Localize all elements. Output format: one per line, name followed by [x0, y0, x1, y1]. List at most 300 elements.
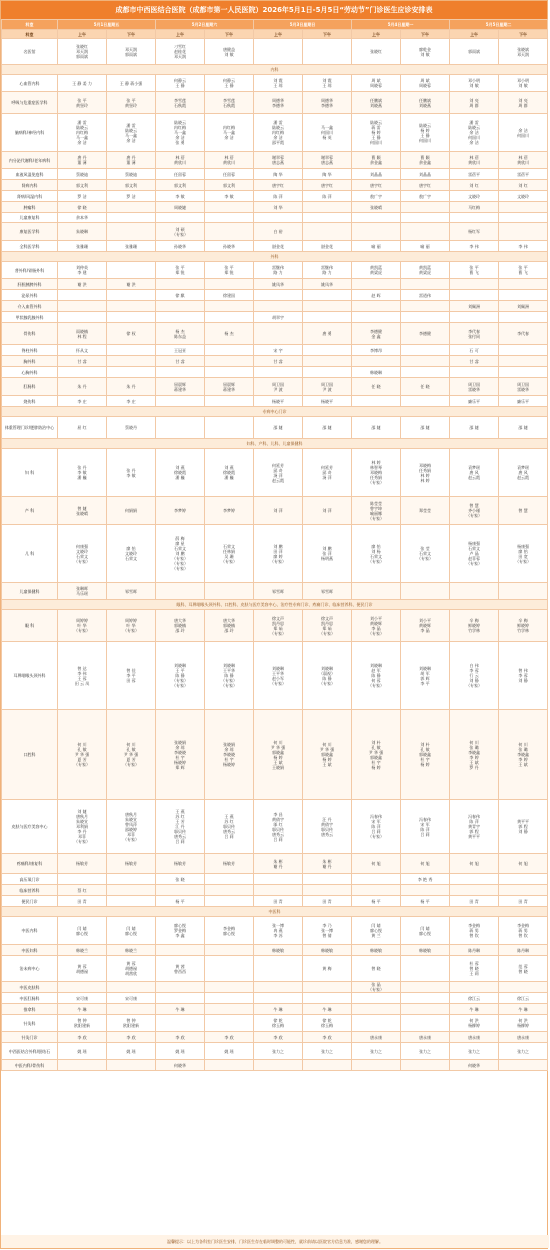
pm-doctors-cell: 张晓斌 邓天润 — [499, 39, 548, 65]
department-name: 胸外科 — [2, 356, 58, 367]
schedule-row — [2, 642, 548, 710]
date-header-day: 5月2日星期六 — [156, 20, 254, 30]
pm-doctors-cell: 田 青 — [499, 896, 548, 907]
schedule-row — [2, 345, 548, 356]
am-doctors-cell: 蔡 红 — [58, 885, 107, 896]
pm-doctors-cell: 刘晓琳 胡 军 郭 辉 李 平 — [401, 642, 450, 710]
am-doctors-cell — [156, 213, 205, 223]
pm-doctors-cell: 谢 洪 — [107, 279, 156, 290]
date-header-day: 5月1日星期五 — [58, 20, 156, 30]
am-doctors-cell: 雷蓓平 — [450, 169, 499, 180]
pm-doctors-cell: 李 敏 — [205, 191, 254, 202]
am-doctors-cell: 韩晓兰 — [58, 945, 107, 956]
pm-doctors-cell: 廖乾金 刘 敏 — [401, 39, 450, 65]
pm-doctors-cell — [303, 885, 352, 896]
section-title: 专病中心门诊 — [2, 407, 548, 417]
am-doctors-cell: 潘 雷 陆晓云 冉红梅 马一鑫 余 洁 — [58, 114, 107, 152]
am-doctors-cell: 冯春伟 宋 军 陈 萍 吕 莉 （专家） — [352, 800, 401, 854]
department-name: 名医馆 — [2, 39, 58, 65]
pm-doctors-cell: 雷蓓平 — [499, 169, 548, 180]
department-name: 产 科 — [2, 497, 58, 525]
department-name: 耳鼻咽喉头颈外科 — [2, 642, 58, 710]
department-name: 高压氧门诊 — [2, 874, 58, 885]
am-doctors-cell: 周婷婷 叶 华 （专家） — [58, 610, 107, 642]
pm-doctors-cell: 朱 丹 — [107, 378, 156, 396]
pm-doctors-cell: 李代春 — [499, 323, 548, 345]
am-header: 上午 — [156, 30, 205, 39]
am-doctors-cell: 杨敏芳 — [58, 854, 107, 874]
pm-doctors-cell: 杨敏芳 — [107, 854, 156, 874]
pm-doctors-cell — [205, 312, 254, 323]
am-doctors-cell — [156, 982, 205, 993]
am-doctors-cell: 刘晓琳 王 平 陈 静 （专家） （专家） — [156, 642, 205, 710]
am-doctors-cell — [352, 312, 401, 323]
pm-header: 下午 — [303, 30, 352, 39]
am-doctors-cell: 唐大华 郭晓楠 邵 玲 — [156, 610, 205, 642]
pm-doctors-cell — [107, 1060, 156, 1071]
pm-doctors-cell: 徐文声 凯丹思 郑 茹 （专家） — [303, 610, 352, 642]
am-doctors-cell: 何静云 王 静 — [156, 75, 205, 92]
pm-doctors-cell: 张 莹 石荣文 （专家） — [401, 525, 450, 583]
schedule-row — [2, 800, 548, 854]
schedule-row — [2, 610, 548, 642]
pm-doctors-cell — [499, 223, 548, 241]
am-doctors-cell — [156, 279, 205, 290]
schedule-row — [2, 367, 548, 378]
department-name: 中医妇科 — [2, 945, 58, 956]
am-doctors-cell — [352, 396, 401, 407]
department-name: 皮肤与医疗美容中心 — [2, 800, 58, 854]
am-doctors-cell: 廖 怡 刘 杨 石荣文 （专家） — [352, 525, 401, 583]
am-doctors-cell — [58, 312, 107, 323]
am-doctors-cell: 田 青 — [450, 896, 499, 907]
department-name: 妇 科 — [2, 449, 58, 497]
pm-doctors-cell: 邵 婕 — [303, 417, 352, 439]
am-doctors-cell — [156, 945, 205, 956]
pm-doctors-cell — [499, 213, 548, 223]
pm-header: 下午 — [499, 30, 548, 39]
am-doctors-cell: 张 晓 — [156, 874, 205, 885]
pm-doctors-cell — [107, 213, 156, 223]
am-doctors-cell: 周晓婕 — [156, 202, 205, 213]
pm-doctors-cell: 邓天润 郭雨斌 — [107, 39, 156, 65]
pm-doctors-cell: 黄 梅 — [303, 956, 352, 982]
pm-doctors-cell: 韩晓敏 — [303, 945, 352, 956]
pm-doctors-cell: 雷继伟 路 力 — [303, 262, 352, 279]
am-doctors-cell: 任鹏斌 刘晓燕 — [352, 92, 401, 114]
am-doctors-cell: 袁梦瑶 唐 风 赵云霞 — [450, 449, 499, 497]
am-doctors-cell: 雷继伟 路 力 — [254, 262, 303, 279]
pm-doctors-cell — [499, 367, 548, 378]
pm-doctors-cell — [401, 345, 450, 356]
pm-doctors-cell: 李 欣 — [205, 1032, 254, 1043]
pm-doctors-cell — [303, 301, 352, 312]
pm-doctors-cell: 韩晓兰 — [107, 945, 156, 956]
am-doctors-cell: 李梦婷 — [156, 497, 205, 525]
schedule-row — [2, 982, 548, 993]
am-doctors-cell: 李 昌 黄倩宇 邬 红 邬贝传 唐秀云 吕 莉 — [254, 800, 303, 854]
pm-doctors-cell: 唐永康 — [499, 1032, 548, 1043]
am-doctors-cell: 闫 婧 廖心悦 黄 兰 — [352, 917, 401, 945]
pm-doctors-cell — [205, 945, 254, 956]
pm-doctors-cell: 林 蓓 黄欣川 — [205, 152, 254, 169]
schedule-row — [2, 956, 548, 982]
pm-doctors-cell: 邵 婕 — [401, 417, 450, 439]
pm-doctors-cell: 喻 丽 — [401, 241, 450, 252]
department-name: 肾病/风湿内科 — [2, 191, 58, 202]
am-doctors-cell: 李金梅 蒋 男 曾 钦 — [450, 917, 499, 945]
date-header-row — [2, 20, 548, 30]
am-doctors-cell: 邵 婕 — [352, 417, 401, 439]
department-name: 体重管理门诊/肥胖防治中心 — [2, 417, 58, 439]
am-doctors-cell: 何延芳 邱 奇 汤 萍 赵云霞 — [254, 449, 303, 497]
schedule-row — [2, 417, 548, 439]
schedule-row — [2, 896, 548, 907]
pm-doctors-cell: 何延芳 邱 奇 汤 萍 — [303, 449, 352, 497]
pm-doctors-cell: 周婷婷 叶 华 （专家） — [107, 610, 156, 642]
pm-doctors-cell — [303, 290, 352, 301]
pm-doctors-cell: 邓小明 刘 敏 — [499, 75, 548, 92]
am-doctors-cell — [156, 312, 205, 323]
pm-doctors-cell: 刘佩洲 — [499, 301, 548, 312]
pm-doctors-cell — [401, 279, 450, 290]
schedule-row — [2, 1043, 548, 1060]
am-doctors-cell — [254, 885, 303, 896]
am-doctors-cell: 徐 騏 — [156, 290, 205, 301]
pm-doctors-cell: 朱 彬 谢 丹 — [303, 854, 352, 874]
department-name: 便民门诊 — [2, 896, 58, 907]
pm-doctors-cell: 刘 燕 徐晓霞 潘 巍 — [205, 449, 254, 497]
am-doctors-cell — [254, 982, 303, 993]
pm-doctors-cell — [107, 223, 156, 241]
pm-doctors-cell: 杨康强 廖 怡 田 宽 （专家） — [499, 525, 548, 583]
pm-doctors-cell: 曾 慧 — [499, 497, 548, 525]
pm-doctors-cell — [107, 301, 156, 312]
department-name: 肾病内科 — [2, 180, 58, 191]
pm-doctors-cell: 刘 亮 周 群 — [499, 92, 548, 114]
pm-doctors-cell — [499, 885, 548, 896]
department-name: 脑病科/神经内科 — [2, 114, 58, 152]
pm-doctors-cell: 刘 鹏 张 萍 杨明燕 — [303, 525, 352, 583]
pm-doctors-cell: 郑莹莹 — [401, 497, 450, 525]
schedule-row — [2, 39, 548, 65]
date-header-day: 5月4日星期一 — [352, 20, 450, 30]
am-doctors-cell: 甘 睿 — [156, 356, 205, 367]
am-doctors-cell: 刘 萍 — [254, 497, 303, 525]
am-doctors-cell: 张晓红 — [352, 39, 401, 65]
pm-doctors-cell — [401, 312, 450, 323]
pm-doctors-cell — [499, 312, 548, 323]
am-doctors-cell: 甘 睿 — [58, 356, 107, 367]
am-doctors-cell: 朱晓琳 — [58, 223, 107, 241]
section-row — [2, 65, 548, 75]
pm-doctors-cell — [205, 279, 254, 290]
am-doctors-cell: 赵 晖 — [352, 290, 401, 301]
am-doctors-cell: 谢 洪 — [58, 279, 107, 290]
section-row — [2, 600, 548, 610]
am-doctors-cell: 宋可康 — [58, 993, 107, 1004]
am-doctors-cell: 牛 琳 — [156, 1004, 205, 1015]
am-doctors-cell: 李博昂 — [352, 345, 401, 356]
am-doctors-cell — [352, 1004, 401, 1015]
pm-doctors-cell: 田 青 — [303, 896, 352, 907]
pm-doctors-cell: 李德健 — [401, 323, 450, 345]
am-doctors-cell: 屈 红 — [58, 417, 107, 439]
section-row — [2, 252, 548, 262]
am-doctors-cell: 徐 乾 徐玉梅 — [254, 1015, 303, 1032]
pm-doctors-cell: 唐大华 郭晓楠 邵 玲 — [205, 610, 254, 642]
am-header: 上午 — [450, 30, 499, 39]
pm-doctors-cell: 邹雪晖 — [107, 583, 156, 600]
am-doctors-cell: 薛 梅 廖 星 石荣文 刘 鹏 （专家） （专家） （专家） — [156, 525, 205, 583]
pm-doctors-cell — [499, 290, 548, 301]
schedule-row — [2, 945, 548, 956]
pm-doctors-cell — [107, 1004, 156, 1015]
pm-doctors-cell: 汪 丹 黄倩宇 邬贝传 唐秀云 — [303, 800, 352, 854]
am-doctors-cell: 林 蓓 黄欣川 — [156, 152, 205, 169]
am-doctors-cell — [254, 874, 303, 885]
am-doctors-cell: 刘 亮 周 群 — [450, 92, 499, 114]
pm-doctors-cell: 敖广宇 — [401, 191, 450, 202]
am-doctors-cell — [450, 279, 499, 290]
am-doctors-cell: 邹雪晖 — [254, 583, 303, 600]
pm-doctors-cell: 牛 琳 — [303, 1004, 352, 1015]
pm-doctors-cell: 姚 瑶 — [107, 1043, 156, 1060]
date-header-label: 科室 — [2, 20, 58, 30]
am-doctors-cell — [352, 301, 401, 312]
pm-doctors-cell — [205, 956, 254, 982]
pm-doctors-cell: 唐宇红 — [401, 180, 450, 191]
department-name: 儿童保健科 — [2, 583, 58, 600]
department-name: 康复医学科 — [2, 223, 58, 241]
pm-doctors-cell: 唐永康 — [401, 1032, 450, 1043]
am-doctors-cell: 韩晓琳 — [352, 367, 401, 378]
pm-doctors-cell — [303, 345, 352, 356]
pm-doctors-cell: 何静云 王 静 — [205, 75, 254, 92]
department-name: 肿瘤科 — [2, 202, 58, 213]
pm-doctors-cell — [107, 885, 156, 896]
pm-doctors-cell: 廖 怡 文晓玲 石荣文 — [107, 525, 156, 583]
pm-doctors-cell: 张 丹 李 敏 — [107, 449, 156, 497]
am-doctors-cell: 何康强 文晓玲 石荣文 （专家） — [58, 525, 107, 583]
am-doctors-cell: 郭文利 — [58, 180, 107, 191]
department-name: 烧伤科 — [2, 396, 58, 407]
am-doctors-cell: 何 川 孔 敏 尹 华 强 夏 芳 （专家） — [58, 710, 107, 800]
pm-doctors-cell: 杨晓平 — [303, 396, 352, 407]
department-name: 儿 科 — [2, 525, 58, 583]
am-doctors-cell: 曾 钟 欧阳建新 — [58, 1015, 107, 1032]
am-doctors-cell: 李德健 金 鑫 — [352, 323, 401, 345]
section-title: 眼科、耳鼻咽喉头颈外科、口腔科、皮肤与医疗美容中心、治疗性专病门诊、疼痛门诊、临床营养科、便民门诊 — [2, 600, 548, 610]
am-doctors-cell: 田 青 — [254, 896, 303, 907]
department-name: 脊柱外科 — [2, 345, 58, 356]
am-doctors-cell: 刘 硕 （专家） — [156, 223, 205, 241]
am-doctors-cell — [254, 301, 303, 312]
pm-doctors-cell: 张 平 曹 飞 — [499, 262, 548, 279]
department-name: 肛肠科 — [2, 378, 58, 396]
pm-doctors-cell: 潘 雷 陆晓云 马一鑫 余 洁 — [107, 114, 156, 152]
pm-doctors-cell — [401, 1004, 450, 1015]
pm-doctors-cell — [205, 202, 254, 213]
pm-doctors-cell — [107, 982, 156, 993]
pm-doctors-cell: 廉乐平 — [499, 396, 548, 407]
pm-doctors-cell: 杨 平 — [401, 896, 450, 907]
pm-doctors-cell: 谢翠蓉 唐志燕 — [303, 152, 352, 169]
am-doctors-cell: 张 丹 李 敏 潘 巍 — [58, 449, 107, 497]
pm-doctors-cell — [205, 1004, 254, 1015]
section-title: 妇科、产科、儿科、儿童保健科 — [2, 439, 548, 449]
pm-doctors-cell — [303, 202, 352, 213]
pm-doctors-cell: 张力之 — [401, 1043, 450, 1060]
pm-doctors-cell: 何 旭 — [499, 854, 548, 874]
department-name: 中医肛肠科 — [2, 993, 58, 1004]
department-name: 全科医学科 — [2, 241, 58, 252]
pm-doctors-cell: 陈 萍 — [303, 191, 352, 202]
am-doctors-cell: 马红梅 — [450, 202, 499, 213]
section-row — [2, 907, 548, 917]
am-doctors-cell: 张晓晴 — [352, 202, 401, 213]
am-doctors-cell — [450, 982, 499, 993]
am-doctors-cell — [254, 323, 303, 345]
am-doctors-cell — [352, 583, 401, 600]
pm-doctors-cell — [205, 396, 254, 407]
pm-doctors-cell — [499, 874, 548, 885]
am-doctors-cell: 牛 琳 — [58, 1004, 107, 1015]
am-doctors-cell: 郭文利 — [156, 180, 205, 191]
am-doctors-cell: 黄凯蓝 黄梁虎 — [352, 262, 401, 279]
am-doctors-cell — [254, 993, 303, 1004]
am-doctors-cell: 任留蓉 — [156, 169, 205, 180]
am-doctors-cell — [352, 1060, 401, 1071]
am-doctors-cell — [450, 367, 499, 378]
department-name: 心胸外科 — [2, 367, 58, 378]
pm-doctors-cell: 韩晓敏 — [401, 945, 450, 956]
am-doctors-cell: 韩晓敏 — [254, 945, 303, 956]
department-name: 中医内科/骨伤科 — [2, 1060, 58, 1071]
pm-doctors-cell: 屈晨辉 蒋建华 — [205, 378, 254, 396]
pm-doctors-cell — [205, 367, 254, 378]
pm-doctors-cell: 何 川 尹 华 强 郭晓鑫 杨 婷 王 斌 — [303, 710, 352, 800]
pm-doctors-cell: 姚凤华 — [303, 279, 352, 290]
pm-doctors-cell — [107, 290, 156, 301]
schedule-row — [2, 92, 548, 114]
am-doctors-cell: 林 婷 林智琴 邓晓梅 任秀娟 （专家） — [352, 449, 401, 497]
am-doctors-cell — [450, 213, 499, 223]
am-doctors-cell: 唐 丹 董 薄 — [58, 152, 107, 169]
am-doctors-cell: 徐江云 — [450, 993, 499, 1004]
pm-doctors-cell — [499, 345, 548, 356]
pm-doctors-cell — [205, 223, 254, 241]
am-doctors-cell: 邵 婕 — [254, 417, 303, 439]
department-name: 推拿科 — [2, 1004, 58, 1015]
am-header: 上午 — [352, 30, 401, 39]
am-doctors-cell: 李代春 张付同 — [450, 323, 499, 345]
pm-doctors-cell: 曾 伟 李 蓉 刘 静 — [499, 642, 548, 710]
am-doctors-cell — [352, 885, 401, 896]
pm-doctors-cell — [303, 874, 352, 885]
pm-doctors-cell: 冉红梅 马一鑫 余 洁 — [205, 114, 254, 152]
am-doctors-cell: 杨红军 — [450, 223, 499, 241]
am-doctors-cell — [254, 367, 303, 378]
pm-doctors-cell: 唐秋月 朱晓宣 曾凤萍 邵晓婷 邓菲 （专家） — [107, 800, 156, 854]
pm-doctors-cell — [107, 356, 156, 367]
am-doctors-cell: 石 可 — [450, 345, 499, 356]
am-doctors-cell: 邵 婕 — [450, 417, 499, 439]
pm-doctors-cell: 周德华 李德华 — [303, 92, 352, 114]
am-doctors-cell — [254, 290, 303, 301]
am-doctors-cell: 张晓娟 余 琼 李晓晓 杜 宇 杨晓婷 郑 辉 — [156, 710, 205, 800]
pm-doctors-cell — [401, 956, 450, 982]
am-doctors-cell: 刘 朴 孔 敏 尹 华 强 郭晓鑫 杜 宇 杨 婷 — [352, 710, 401, 800]
pm-doctors-cell: 刘 朴 孔 敏 郭晓鑫 杜 宇 杨 婷 — [401, 710, 450, 800]
am-doctors-cell: 何 洪 杨柳婷 — [450, 1015, 499, 1032]
schedule-table — [1, 19, 548, 1071]
am-doctors-cell: 罗 洁 — [58, 191, 107, 202]
schedule-row — [2, 180, 548, 191]
am-doctors-cell — [58, 290, 107, 301]
pm-doctors-cell — [303, 993, 352, 1004]
pm-doctors-cell: 张力之 — [499, 1043, 548, 1060]
am-doctors-cell: 陶 华 — [254, 169, 303, 180]
am-doctors-cell — [156, 885, 205, 896]
pm-doctors-cell: 林 蓓 黄欣川 — [499, 152, 548, 169]
am-doctors-cell: 何 川 尹 华 强 郭晓鑫 杨 婷 王 斌 王晓娟 — [254, 710, 303, 800]
pm-doctors-cell — [401, 993, 450, 1004]
am-doctors-cell: 牛 琳 — [254, 1004, 303, 1015]
pm-doctors-cell: 孙晓华 — [205, 241, 254, 252]
pm-doctors-cell — [205, 583, 254, 600]
am-doctors-cell: 牛 琳 — [450, 1004, 499, 1015]
schedule-row — [2, 356, 548, 367]
am-doctors-cell — [156, 417, 205, 439]
am-doctors-cell: 李 欣 — [58, 1032, 107, 1043]
am-doctors-cell: 周 斌 周晓蓉 — [352, 75, 401, 92]
schedule-row — [2, 449, 548, 497]
pm-doctors-cell: 闫 婧 廖心悦 — [107, 917, 156, 945]
pm-doctors-cell: 邵 婕 — [499, 417, 548, 439]
pm-doctors-cell: 蔡晓迪 — [107, 169, 156, 180]
department-name: 临床营养科 — [2, 885, 58, 896]
am-doctors-cell: 周德华 李德华 — [254, 92, 303, 114]
pm-header: 下午 — [401, 30, 450, 39]
am-doctors-cell: 杨康强 石荣文 卢 晶 赵菲蓉 （专家） — [450, 525, 499, 583]
am-doctors-cell — [352, 279, 401, 290]
am-doctors-cell: 刁雪红 赵桂花 邓天润 — [156, 39, 205, 65]
department-name: 针灸门诊 — [2, 1032, 58, 1043]
am-doctors-cell: 刘佩洲 — [450, 301, 499, 312]
am-doctors-cell: 张力之 — [450, 1043, 499, 1060]
am-doctors-cell: 刘 婕 唐秋月 朱晓宣 邓利娟 李 丹 邓菲 （专家） — [58, 800, 107, 854]
am-doctors-cell — [156, 1015, 205, 1032]
am-doctors-cell — [352, 223, 401, 241]
department-name: 中西医结合外科/胆结石 — [2, 1043, 58, 1060]
pm-doctors-cell — [401, 1060, 450, 1071]
am-doctors-cell: 何 旭 — [450, 854, 499, 874]
pm-doctors-cell: 李 乃 张一博 曾 倩 — [303, 917, 352, 945]
am-doctors-cell — [58, 301, 107, 312]
pm-doctors-cell: 何 川 孔 敏 尹 华 强 夏 芳 （专家） — [107, 710, 156, 800]
pm-doctors-cell: 刘晶晶 — [401, 169, 450, 180]
pm-doctors-cell: 何 川 张 璐 李晓鑫 李 婷 王 斌 — [499, 710, 548, 800]
am-doctors-cell — [254, 1060, 303, 1071]
am-doctors-cell: 黄 茜 曾西西 — [156, 956, 205, 982]
am-doctors-cell: 甘 睿 — [254, 356, 303, 367]
schedule-row — [2, 1032, 548, 1043]
am-doctors-cell — [450, 312, 499, 323]
pm-doctors-cell — [401, 885, 450, 896]
pm-doctors-cell: 刘 霞 王 琼 — [303, 75, 352, 92]
pm-doctors-cell — [107, 312, 156, 323]
